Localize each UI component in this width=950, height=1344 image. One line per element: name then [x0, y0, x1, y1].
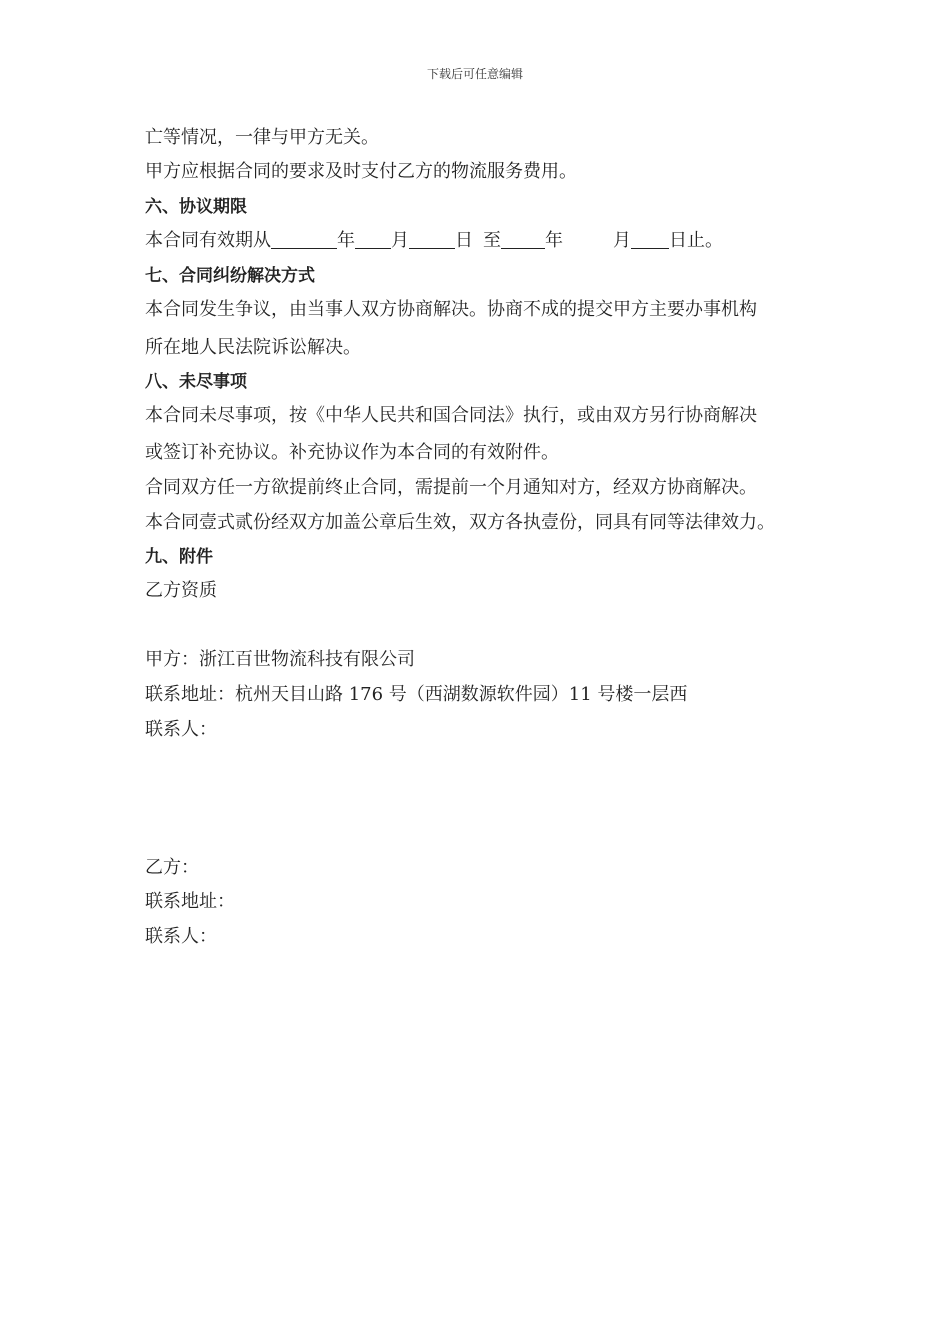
section-heading-dispute: 七、合同纠纷解决方式: [145, 266, 315, 286]
paragraph-attachment: 乙方资质: [145, 580, 217, 601]
page-header: 下载后可任意编辑: [426, 67, 523, 81]
section-heading-other: 八、未尽事项: [145, 372, 247, 392]
party-a-address: 联系地址：杭州天目山路 176 号（西湖数源软件园）11 号楼一层西: [145, 684, 688, 705]
blank-start-month[interactable]: [355, 230, 391, 249]
term-month-1: 月: [391, 230, 409, 251]
blank-start-year[interactable]: [271, 230, 337, 249]
paragraph-liability-end: 亡等情况，一律与甲方无关。: [145, 127, 379, 148]
term-year-1: 年: [337, 230, 355, 251]
section-heading-term: 六、协议期限: [145, 197, 247, 217]
party-b-name: 乙方：: [145, 857, 199, 878]
paragraph-payment: 甲方应根据合同的要求及时支付乙方的物流服务费用。: [145, 161, 577, 182]
paragraph-dispute-1: 本合同发生争议，由当事人双方协商解决。协商不成的提交甲方主要办事机构: [145, 299, 757, 320]
term-year-2: 年: [545, 230, 563, 251]
term-end: 日止。: [669, 230, 723, 251]
term-month-2: 月: [613, 230, 631, 251]
term-day-1: 日: [455, 230, 473, 251]
party-a-name: 甲方：浙江百世物流科技有限公司: [145, 649, 415, 670]
paragraph-other-2: 或签订补充协议。补充协议作为本合同的有效附件。: [145, 442, 559, 463]
paragraph-other-1: 本合同未尽事项，按《中华人民共和国合同法》执行，或由双方另行协商解决: [145, 405, 757, 426]
paragraph-other-4: 本合同壹式贰份经双方加盖公章后生效，双方各执壹份，同具有同等法律效力。: [145, 512, 775, 533]
party-b-address: 联系地址：: [145, 891, 235, 912]
paragraph-other-3: 合同双方任一方欲提前终止合同，需提前一个月通知对方，经双方协商解决。: [145, 477, 757, 498]
party-b-contact: 联系人：: [145, 926, 217, 947]
paragraph-term: [145, 229, 723, 253]
blank-end-year[interactable]: [501, 230, 545, 249]
term-prefix: 本合同有效期从: [145, 230, 271, 251]
blank-start-day[interactable]: [409, 230, 455, 249]
party-a-contact: 联系人：: [145, 719, 217, 740]
blank-end-month[interactable]: [631, 230, 669, 249]
term-to: 至: [483, 230, 501, 251]
section-heading-attachment: 九、附件: [145, 547, 213, 567]
paragraph-dispute-2: 所在地人民法院诉讼解决。: [145, 337, 361, 358]
